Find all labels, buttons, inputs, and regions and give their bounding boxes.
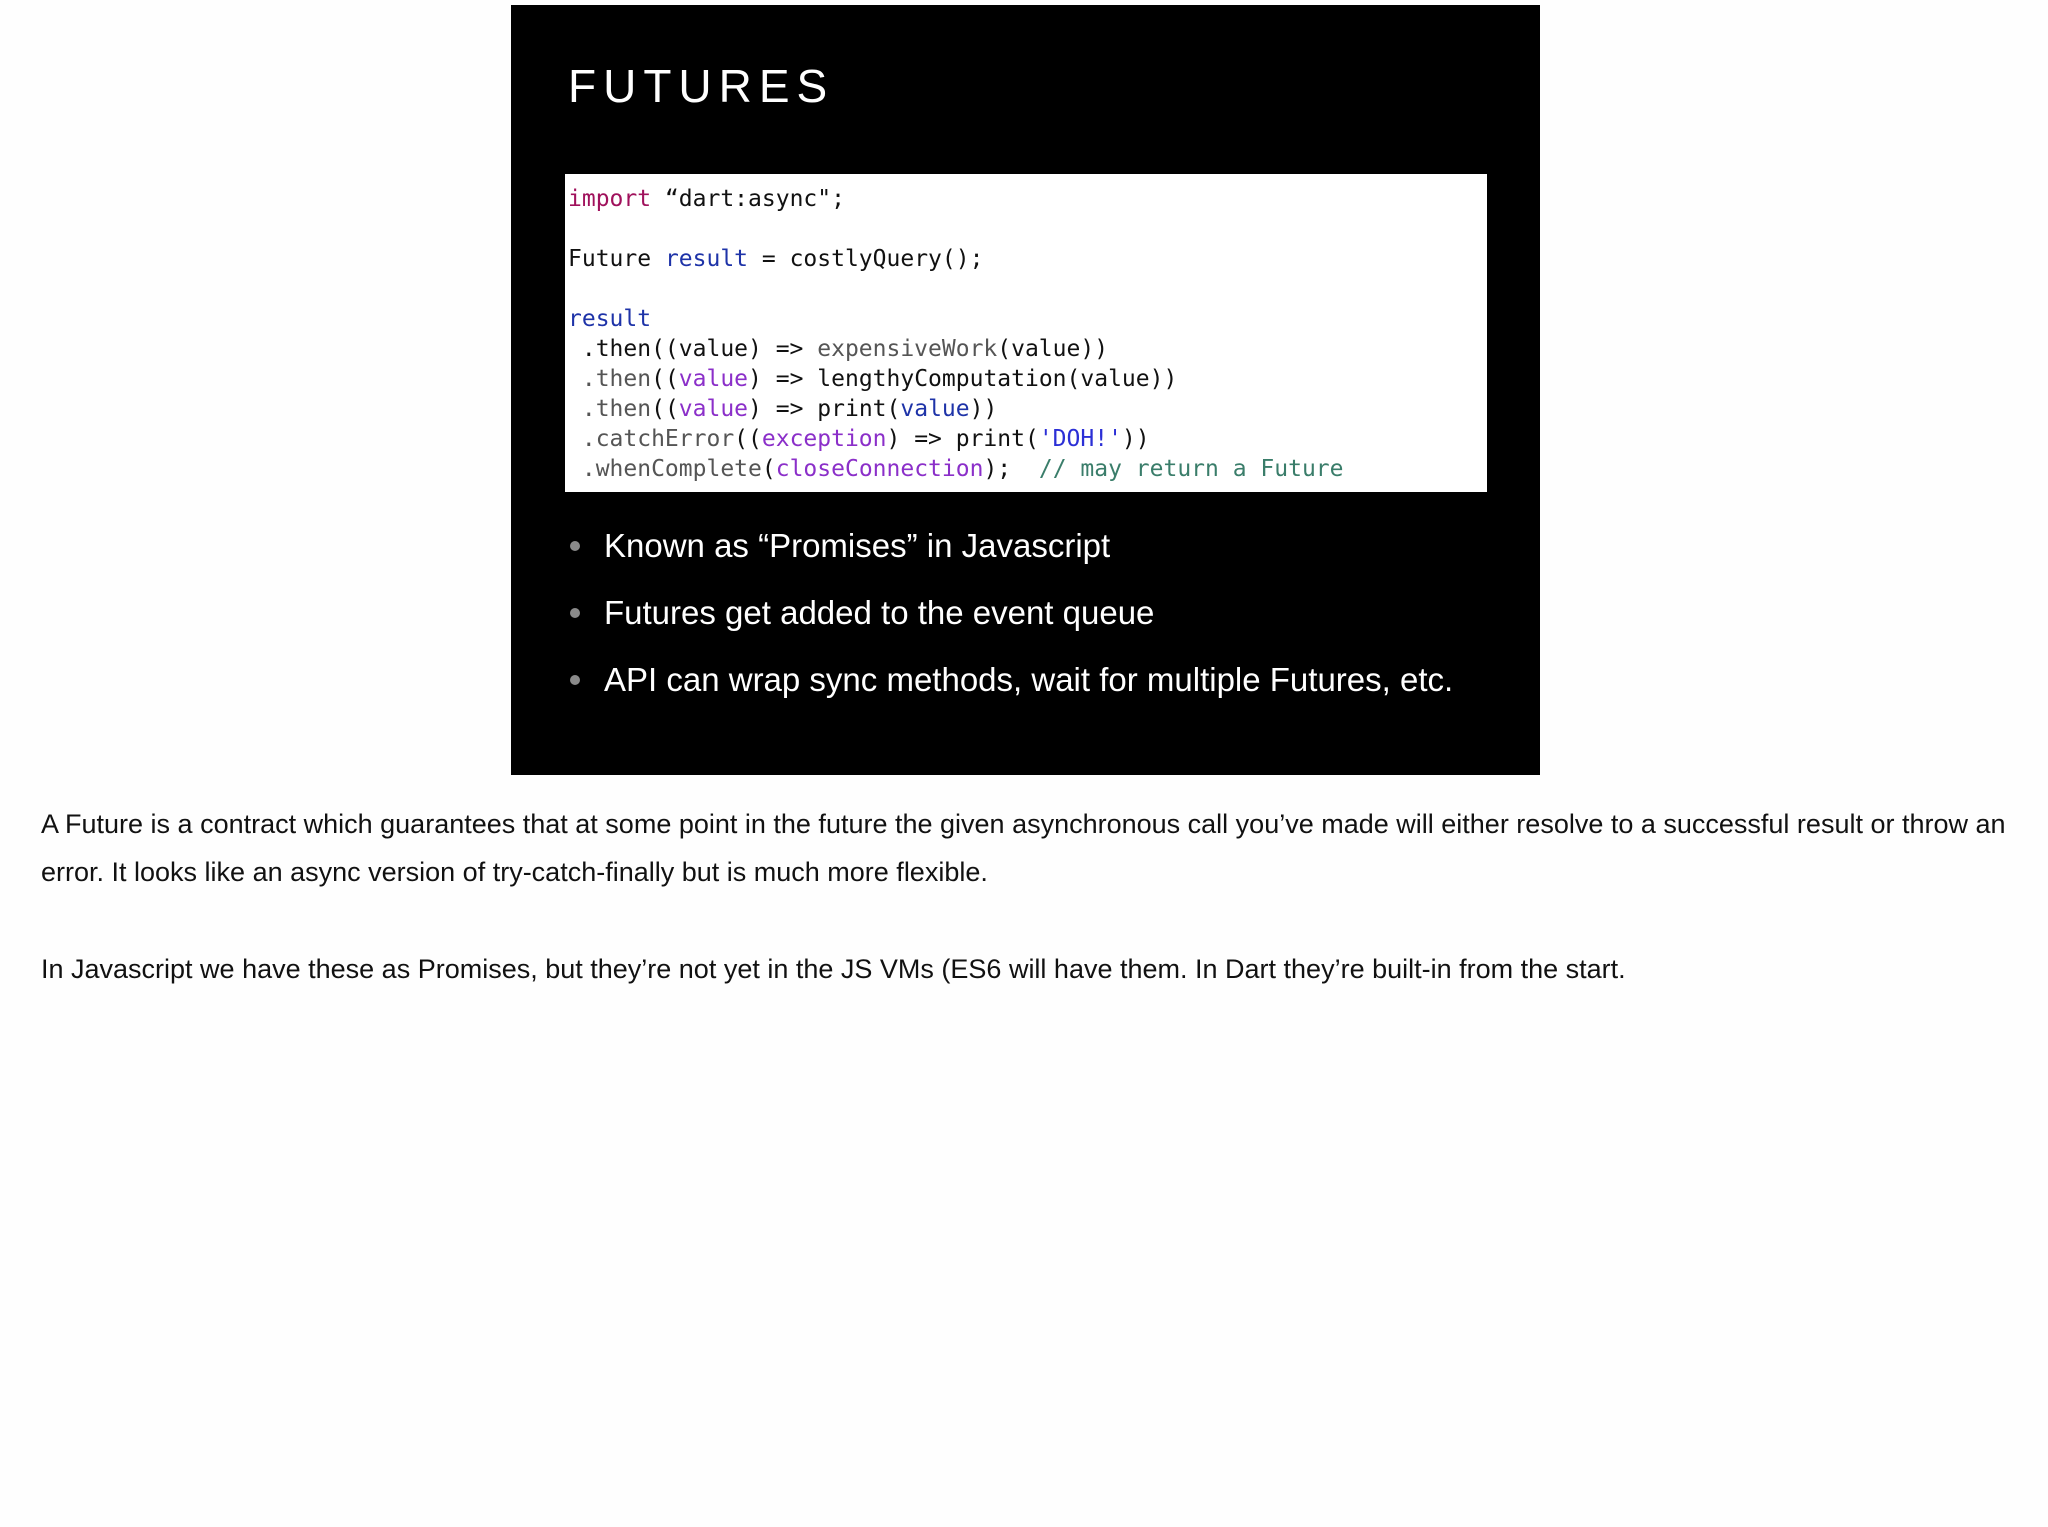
- bullet-list: [568, 526, 1453, 727]
- code-token: .then: [568, 366, 652, 392]
- code-token: import: [568, 186, 652, 212]
- code-token: expensiveWork: [817, 336, 998, 362]
- code-token: )): [1121, 426, 1150, 452]
- code-line: [568, 334, 1487, 364]
- code-token: Future: [568, 246, 665, 272]
- code-line: [568, 244, 1487, 274]
- code-token: .catchError: [568, 426, 735, 452]
- code-token: result: [568, 306, 652, 332]
- code-line: [568, 214, 1487, 244]
- code-token: exception: [761, 426, 887, 452]
- code-token: value: [900, 396, 970, 422]
- code-line: [568, 394, 1487, 424]
- code-token: ((: [651, 396, 679, 422]
- code-token: ) => print(: [748, 396, 901, 422]
- code-line: [568, 184, 1487, 214]
- code-token: ((: [734, 426, 762, 452]
- code-token: closeConnection: [775, 456, 984, 482]
- code-token: ((: [651, 366, 679, 392]
- code-token: result: [664, 246, 749, 272]
- code-line: [568, 304, 1487, 334]
- code-line: [568, 364, 1487, 394]
- code-token: // may return a Future: [1038, 456, 1344, 482]
- code-line: [568, 424, 1487, 454]
- bullet-text: API can wrap sync methods, wait for multiple Futures, etc.: [604, 661, 1454, 698]
- code-token: value: [678, 366, 749, 392]
- bullet-item: [568, 593, 1453, 660]
- speaker-notes: [41, 800, 2011, 1042]
- slide-title: FUTURES: [568, 60, 835, 112]
- code-token: ) => lengthyComputation(value)): [748, 366, 1178, 392]
- bullet-item: [568, 660, 1453, 727]
- code-line: [568, 274, 1487, 304]
- code-line: [568, 454, 1487, 484]
- slide: [511, 5, 1540, 775]
- code-token: (value)): [997, 336, 1109, 362]
- code-token: .then((value) =>: [568, 336, 818, 362]
- bullet-item: [568, 526, 1453, 593]
- code-token: value: [678, 396, 749, 422]
- code-token: .then: [568, 396, 652, 422]
- code-token: )): [969, 396, 998, 422]
- bullet-dot-icon: [570, 541, 580, 551]
- notes-paragraph: In Javascript we have these as Promises, but they’re not yet in the JS VMs (ES6 will have them. In Dart they’re built-in from the start.: [41, 954, 1626, 984]
- code-token: “dart:async";: [651, 186, 845, 212]
- code-token: 'DOH!': [1038, 426, 1122, 452]
- code-token: .whenComplete: [568, 456, 762, 482]
- bullet-dot-icon: [570, 608, 580, 618]
- bullet-text: Futures get added to the event queue: [604, 594, 1155, 631]
- code-block: [565, 174, 1487, 492]
- bullet-dot-icon: [570, 675, 580, 685]
- code-token: = costlyQuery();: [748, 246, 984, 272]
- bullet-text: Known as “Promises” in Javascript: [604, 527, 1111, 564]
- code-token: (: [761, 456, 776, 482]
- notes-paragraph: A Future is a contract which guarantees that at some point in the future the given asynchronous call you’ve made will either resolve to a successful result or throw an error. It looks like an async version of try-catch-finally but is much more flexible.: [41, 809, 2006, 887]
- code-token: );: [983, 456, 1039, 482]
- code-token: ) => print(: [886, 426, 1039, 452]
